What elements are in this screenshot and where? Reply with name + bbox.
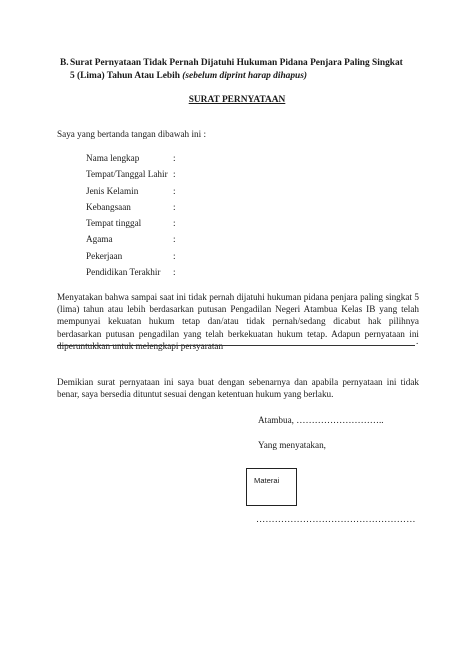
purpose-blank-line bbox=[57, 345, 415, 346]
field-label: Jenis Kelamin bbox=[86, 185, 139, 196]
section-heading bbox=[60, 57, 420, 82]
field-label: Pekerjaan bbox=[86, 250, 123, 261]
field-label: Kebangsaan bbox=[86, 201, 131, 212]
signer-label: Yang menyatakan, bbox=[258, 440, 326, 450]
statement-line: diperuntukkan untuk melengkapi persyaratan bbox=[57, 340, 224, 351]
section-title-line2: 5 (Lima) Tahun Atau Lebih bbox=[70, 70, 180, 81]
purpose-blank-end: . bbox=[416, 336, 419, 346]
stamp-label: Materai bbox=[254, 476, 280, 485]
statement-paragraph bbox=[57, 291, 419, 352]
field-colon: : bbox=[173, 267, 176, 278]
statement-line: mempunyai kekuatan hukum tetap dan/atau tidak pernah/sedang dicabut hak pilihnya bbox=[57, 316, 419, 327]
field-colon: : bbox=[173, 201, 176, 212]
field-label: Nama lengkap bbox=[86, 153, 140, 163]
document-title: SURAT PERNYATAAN bbox=[188, 95, 286, 105]
statement-line: Menyatakan bahwa sampai saat ini tidak pernah dijatuhi hukuman pidana penjara paling singkat 5 bbox=[57, 292, 419, 302]
field-colon: : bbox=[173, 234, 176, 245]
field-colon: : bbox=[173, 185, 176, 196]
closing-line: benar, saya bersedia dituntut sesuai dengan ketentuan hukum yang berlaku. bbox=[57, 389, 334, 400]
section-note: (sebelum diprint harap dihapus) bbox=[182, 70, 308, 81]
signature-line: …………………………………………… bbox=[256, 514, 416, 524]
stamp-box bbox=[246, 468, 297, 506]
closing-line: Demikian surat pernyataan ini saya buat dengan sebenarnya dan apabila pernyataan ini tidak bbox=[57, 377, 419, 387]
closing-paragraph bbox=[57, 376, 419, 400]
statement-line: (lima) tahun atau lebih berdasarkan putusan Pengadilan Negeri Atambua Kelas IB yang telah bbox=[57, 304, 419, 315]
intro-text: Saya yang bertanda tangan dibawah ini : bbox=[57, 129, 206, 139]
section-letter: B. bbox=[60, 58, 69, 68]
field-colon: : bbox=[173, 153, 176, 163]
field-label: Agama bbox=[86, 234, 113, 245]
field-colon: : bbox=[173, 218, 176, 229]
statement-line: berdasarkan putusan pengadilan yang telah berkekuatan hukum tetap. Adapun pernyataan ini bbox=[57, 328, 419, 339]
field-colon: : bbox=[173, 169, 176, 180]
place-date: Atambua, ……………………….. bbox=[258, 415, 384, 425]
field-colon: : bbox=[173, 250, 176, 261]
field-label: Tempat tinggal bbox=[86, 218, 142, 229]
section-title-line1: Surat Pernyataan Tidak Pernah Dijatuhi Hukuman Pidana Penjara Paling Singkat bbox=[70, 58, 403, 68]
field-label: Tempat/Tanggal Lahir bbox=[86, 169, 168, 180]
field-label: Pendidikan Terakhir bbox=[86, 267, 161, 278]
